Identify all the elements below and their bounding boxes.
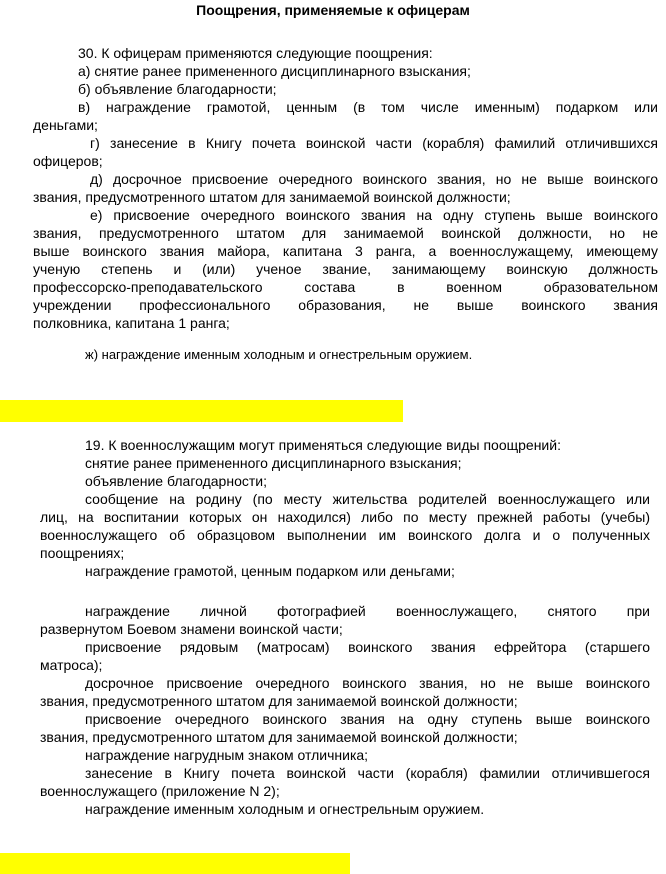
- paragraph-line: развернутом Боевом знамени воинской части;: [40, 621, 343, 637]
- paragraph-line: д) досрочное присвоение очередного воинского звания, но не выше воинского: [90, 171, 658, 187]
- paragraph-line: снятие ранее примененного дисциплинарного взыскания;: [85, 455, 462, 471]
- paragraph-line: профессорско-преподавательского состава в военном образовательном: [33, 279, 658, 295]
- paragraph-line: деньгами;: [33, 117, 98, 133]
- paragraph-line: в) награждение грамотой, ценным (в том числе именным) подарком или: [78, 99, 658, 115]
- paragraph-line: г) занесение в Книгу почета воинской части (корабля) фамилий отличившихся: [90, 135, 658, 151]
- highlight-bar: [0, 853, 350, 874]
- paragraph-line: занесение в Книгу почета воинской части (корабля) фамилии отличившегося: [85, 765, 650, 781]
- paragraph-line: б) объявление благодарности;: [78, 81, 277, 97]
- paragraph-line: звания, предусмотренного штатом для занимаемой воинской должности;: [40, 693, 518, 709]
- paragraph-line: лиц, на воспитании которых он находился) либо по месту прежней работы (учебы): [40, 509, 650, 525]
- paragraph-line: награждение личной фотографией военнослужащего, снятого при: [85, 603, 650, 619]
- highlight-bar: [0, 400, 403, 422]
- paragraph-line: военнослужащего (приложение N 2);: [40, 783, 280, 799]
- paragraph-line: звания, предусмотренного штатом для занимаемой воинской должности;: [40, 729, 518, 745]
- paragraph-line: е) присвоение очередного воинского звания на одну ступень выше воинского: [90, 207, 658, 223]
- paragraph-line: поощрениях;: [40, 545, 125, 561]
- paragraph-line: присвоение очередного воинского звания на одну ступень выше воинского: [85, 711, 650, 727]
- paragraph-line: а) снятие ранее примененного дисциплинарного взыскания;: [78, 63, 471, 79]
- paragraph-line: учреждении профессионального образования, не выше воинского звания: [33, 297, 658, 313]
- paragraph-line: досрочное присвоение очередного воинского звания, но не выше воинского: [85, 675, 650, 691]
- paragraph-line: звания, предусмотренного штатом для занимаемой воинской должности;: [33, 189, 511, 205]
- paragraph-line: полковника, капитана 1 ранга;: [33, 315, 230, 331]
- paragraph-line: награждение грамотой, ценным подарком или деньгами;: [85, 563, 455, 579]
- paragraph-line: ученую степень и (или) ученое звание, занимающему воинскую должность: [33, 261, 658, 277]
- paragraph-line: ж) награждение именным холодным и огнестрельным оружием.: [85, 347, 473, 362]
- paragraph-line: звания, предусмотренного штатом для занимаемой воинской должности, но не: [33, 225, 658, 241]
- paragraph-line: награждение нагрудным знаком отличника;: [85, 747, 369, 763]
- page-title: Поощрения, применяемые к офицерам: [196, 2, 470, 18]
- paragraph-line: присвоение рядовым (матросам) воинского звания ефрейтора (старшего: [85, 639, 650, 655]
- paragraph-line: 30. К офицерам применяются следующие поощрения:: [78, 45, 433, 61]
- paragraph-line: объявление благодарности;: [85, 473, 267, 489]
- paragraph-line: 19. К военнослужащим могут применяться следующие виды поощрений:: [85, 437, 561, 453]
- paragraph-line: награждение именным холодным и огнестрельным оружием.: [85, 801, 485, 817]
- paragraph-line: военнослужащего об образцовом выполнении им воинского долга и о полученных: [40, 527, 650, 543]
- paragraph-line: матроса);: [40, 657, 103, 673]
- paragraph-line: сообщение на родину (по месту жительства родителей военнослужащего или: [85, 491, 650, 507]
- paragraph-line: выше воинского звания майора, капитана 3 ранга, а военнослужащему, имеющему: [33, 243, 658, 259]
- paragraph-line: офицеров;: [33, 153, 103, 169]
